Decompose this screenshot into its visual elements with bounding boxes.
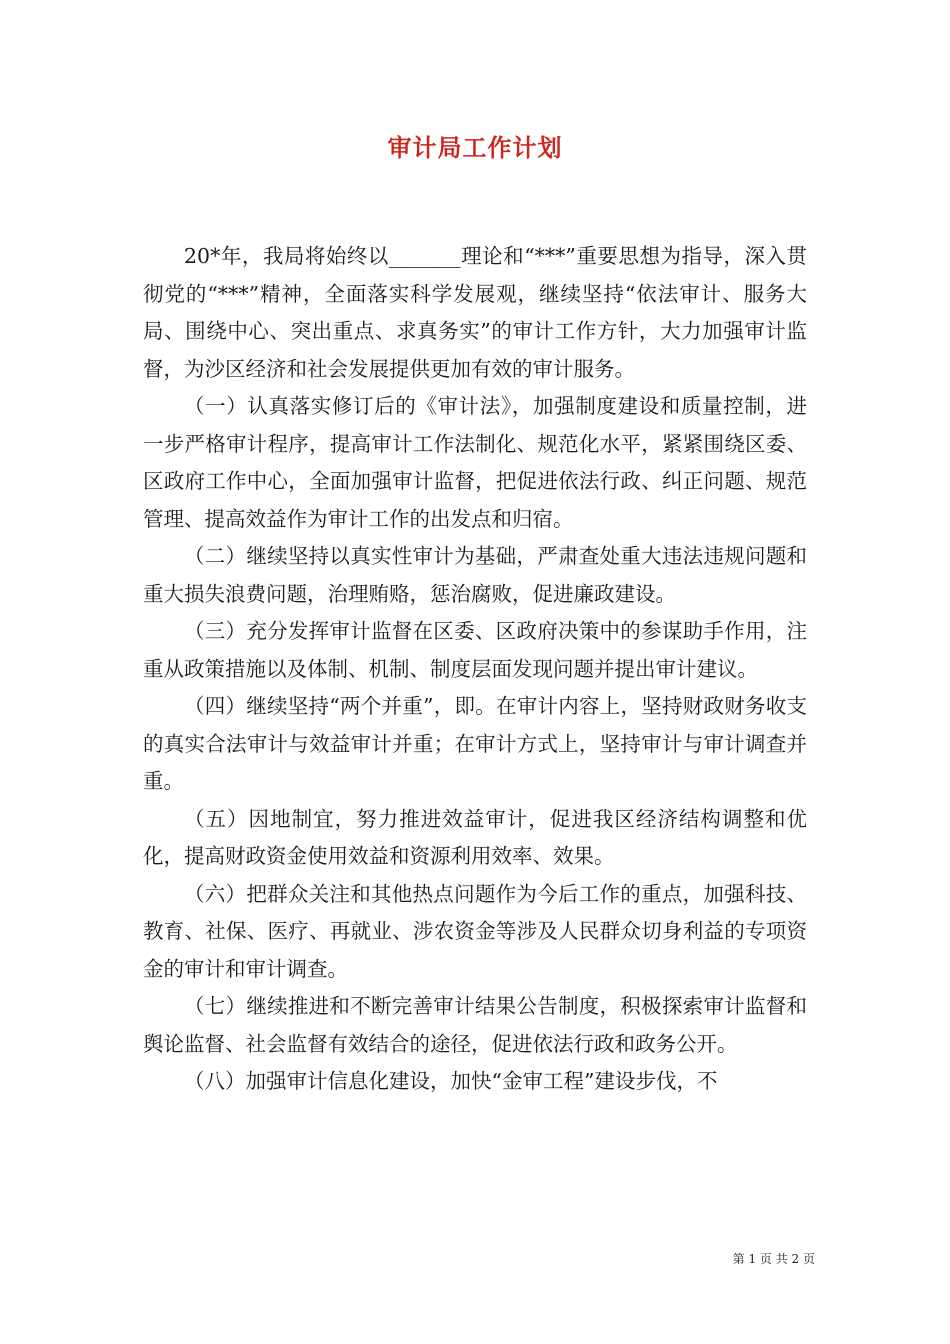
paragraph-item-6: （六）把群众关注和其他热点问题作为今后工作的重点，加强科技、教育、社保、医疗、再就业、涉农资金等涉及人民群众切身利益的专项资金的审计和审计调查。 bbox=[143, 881, 807, 981]
document-title: 审计局工作计划 bbox=[387, 133, 563, 162]
paragraph-item-5: （五）因地制宜，努力推进效益审计，促进我区经济结构调整和优化，提高财政资金使用效益和资源利用效率、效果。 bbox=[143, 806, 807, 868]
page-number: 第 1 页 共 2 页 bbox=[732, 1252, 815, 1266]
document-body bbox=[143, 238, 807, 1101]
paragraph-item-8: （八）加强审计信息化建设，加快“金审工程”建设步伐，不 bbox=[184, 1069, 718, 1093]
paragraph-item-1: （一）认真落实修订后的《审计法》，加强制度建设和质量控制，进一步严格审计程序，提高审计工作法制化、规范化水平，紧紧围绕区委、区政府工作中心，全面加强审计监督，把促进依法行政、纠正问题、规范管理、提高效益作为审计工作的出发点和归宿。 bbox=[143, 394, 807, 531]
paragraph-item-2: （二）继续坚持以真实性审计为基础，严肃查处重大违法违规问题和重大损失浪费问题，治理贿赂，惩治腐败，促进廉政建设。 bbox=[143, 544, 807, 606]
paragraph-item-3: （三）充分发挥审计监督在区委、区政府决策中的参谋助手作用，注重从政策措施以及体制、机制、制度层面发现问题并提出审计建议。 bbox=[143, 619, 807, 681]
paragraph-item-4: （四）继续坚持“两个并重”，即。在审计内容上，坚持财政财务收支的真实合法审计与效益审计并重；在审计方式上，坚持审计与审计调查并重。 bbox=[143, 694, 807, 793]
paragraph-item-7: （七）继续推进和不断完善审计结果公告制度，积极探索审计监督和舆论监督、社会监督有效结合的途径，促进依法行政和政务公开。 bbox=[143, 994, 807, 1056]
paragraph-intro: 20*年，我局将始终以_______理论和“***”重要思想为指导，深入贯彻党的“***”精神，全面落实科学发展观，继续坚持“依法审计、服务大局、围绕中心、突出重点、求真务实”的审计工作方针，大力加强审计监督，为沙区经济和社会发展提供更加有效的审计服务。 bbox=[143, 244, 807, 381]
